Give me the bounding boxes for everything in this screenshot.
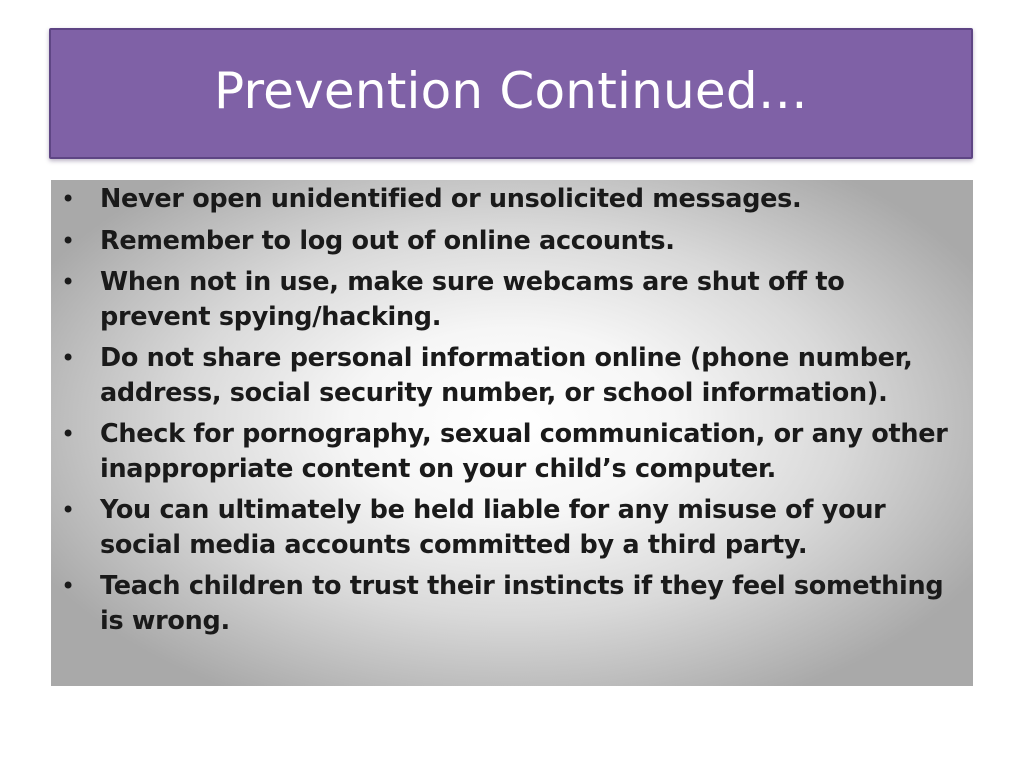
bullet-text: Check for pornography, sexual communication, or any other inappropriate content on your child’s computer. (100, 419, 948, 484)
bullet-item (61, 182, 959, 217)
bullet-text: Do not share personal information online (phone number, address, social security number, or school information). (100, 343, 913, 408)
content-panel (51, 180, 973, 686)
bullet-text: Remember to log out of online accounts. (100, 225, 675, 256)
title-banner (49, 28, 973, 159)
bullet-item (61, 265, 959, 334)
bullet-list (61, 182, 959, 638)
bullet-dot-icon: • (61, 572, 75, 600)
bullet-item (61, 341, 959, 410)
bullet-text: Never open unidentified or unsolicited messages. (100, 184, 802, 214)
bullet-dot-icon: • (61, 226, 75, 255)
bullet-item (61, 493, 959, 562)
bullet-dot-icon: • (61, 268, 75, 296)
slide-title: Prevention Continued… (214, 61, 808, 120)
bullet-dot-icon: • (61, 496, 75, 524)
bullet-dot-icon: • (61, 185, 75, 213)
bullet-text: Teach children to trust their instincts if they feel something is wrong. (100, 571, 944, 636)
bullet-dot-icon: • (61, 344, 75, 372)
bullet-text: When not in use, make sure webcams are shut off to prevent spying/hacking. (100, 267, 845, 332)
bullet-item (61, 417, 959, 486)
bullet-item (61, 224, 959, 259)
bullet-item (61, 569, 959, 638)
bullet-text: You can ultimately be held liable for any misuse of your social media accounts committed by a third party. (100, 495, 886, 560)
bullet-dot-icon: • (61, 420, 75, 448)
